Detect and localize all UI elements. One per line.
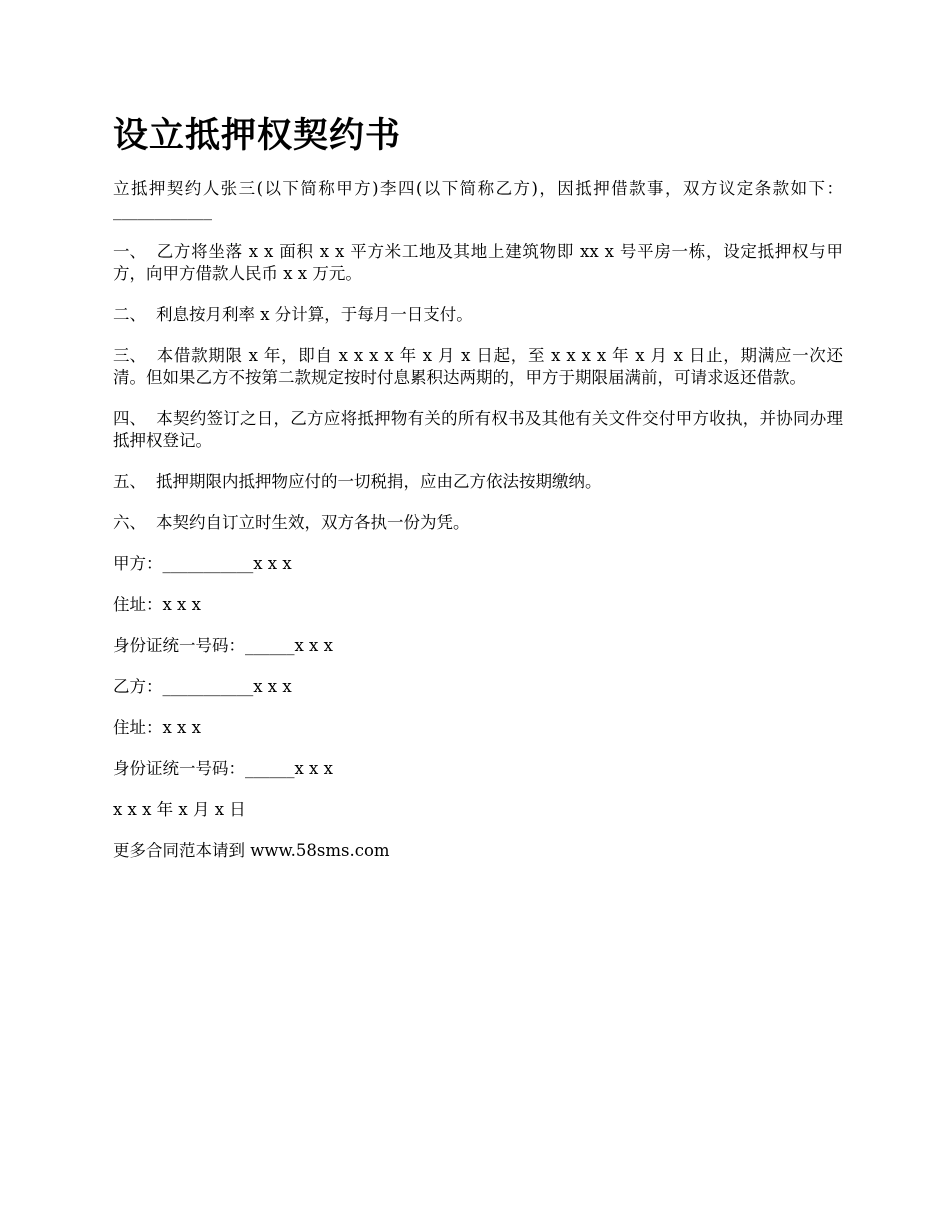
party-b-id: 身份证统一号码：______x x x [113, 759, 333, 778]
clause-4 [113, 408, 843, 452]
clause-number: 三、 [113, 346, 146, 365]
contract-page [113, 112, 843, 881]
clause-text: 本契约签订之日，乙方应将抵押物有关的所有权书及其他有关文件交付甲方收执，并协同办理抵押权登记。 [113, 409, 843, 450]
clause-3 [113, 345, 843, 389]
clause-text: 乙方将坐落 x x 面积 x x 平方米工地及其地上建筑物即 xx x 号平房一栋，设定抵押权与甲方，向甲方借款人民币 x x 万元。 [113, 242, 843, 283]
party-a-signature: 甲方：___________x x x [113, 554, 292, 573]
party-a-id: 身份证统一号码：______x x x [113, 636, 333, 655]
clause-6 [113, 512, 843, 534]
clause-number: 五、 [113, 472, 146, 491]
clause-1 [113, 241, 843, 285]
clause-number: 四、 [113, 409, 146, 428]
clause-5 [113, 471, 843, 493]
clause-text: 利息按月利率 x 分计算，于每月一日支付。 [156, 305, 473, 324]
clause-text: 本借款期限 x 年，即自 x x x x 年 x 月 x 日起，至 x x x x 年 x 月 x 日止，期满应一次还清。但如果乙方不按第二款规定按时付息累积达两期的，甲方于期限届满前，可请求返还借款。 [113, 346, 843, 387]
clause-number: 二、 [113, 305, 146, 324]
party-b-address: 住址：x x x [113, 718, 201, 737]
clause-number: 六、 [113, 513, 146, 532]
page-title: 设立抵押权契约书 [113, 116, 402, 156]
clause-2 [113, 304, 843, 326]
party-a-address: 住址：x x x [113, 595, 201, 614]
contract-date: x x x 年 x 月 x 日 [113, 800, 246, 819]
party-b-signature: 乙方：___________x x x [113, 677, 292, 696]
clause-text: 抵押期限内抵押物应付的一切税捐，应由乙方依法按期缴纳。 [156, 472, 602, 491]
clause-text: 本契约自订立时生效，双方各执一份为凭。 [156, 513, 470, 532]
clause-number: 一、 [113, 242, 146, 261]
intro-paragraph: 立抵押契约人张三(以下简称甲方)李四(以下简称乙方)，因抵押借款事，双方议定条款如下：____________ [113, 179, 843, 220]
footer-note: 更多合同范本请到 www.58sms.com [113, 841, 390, 860]
